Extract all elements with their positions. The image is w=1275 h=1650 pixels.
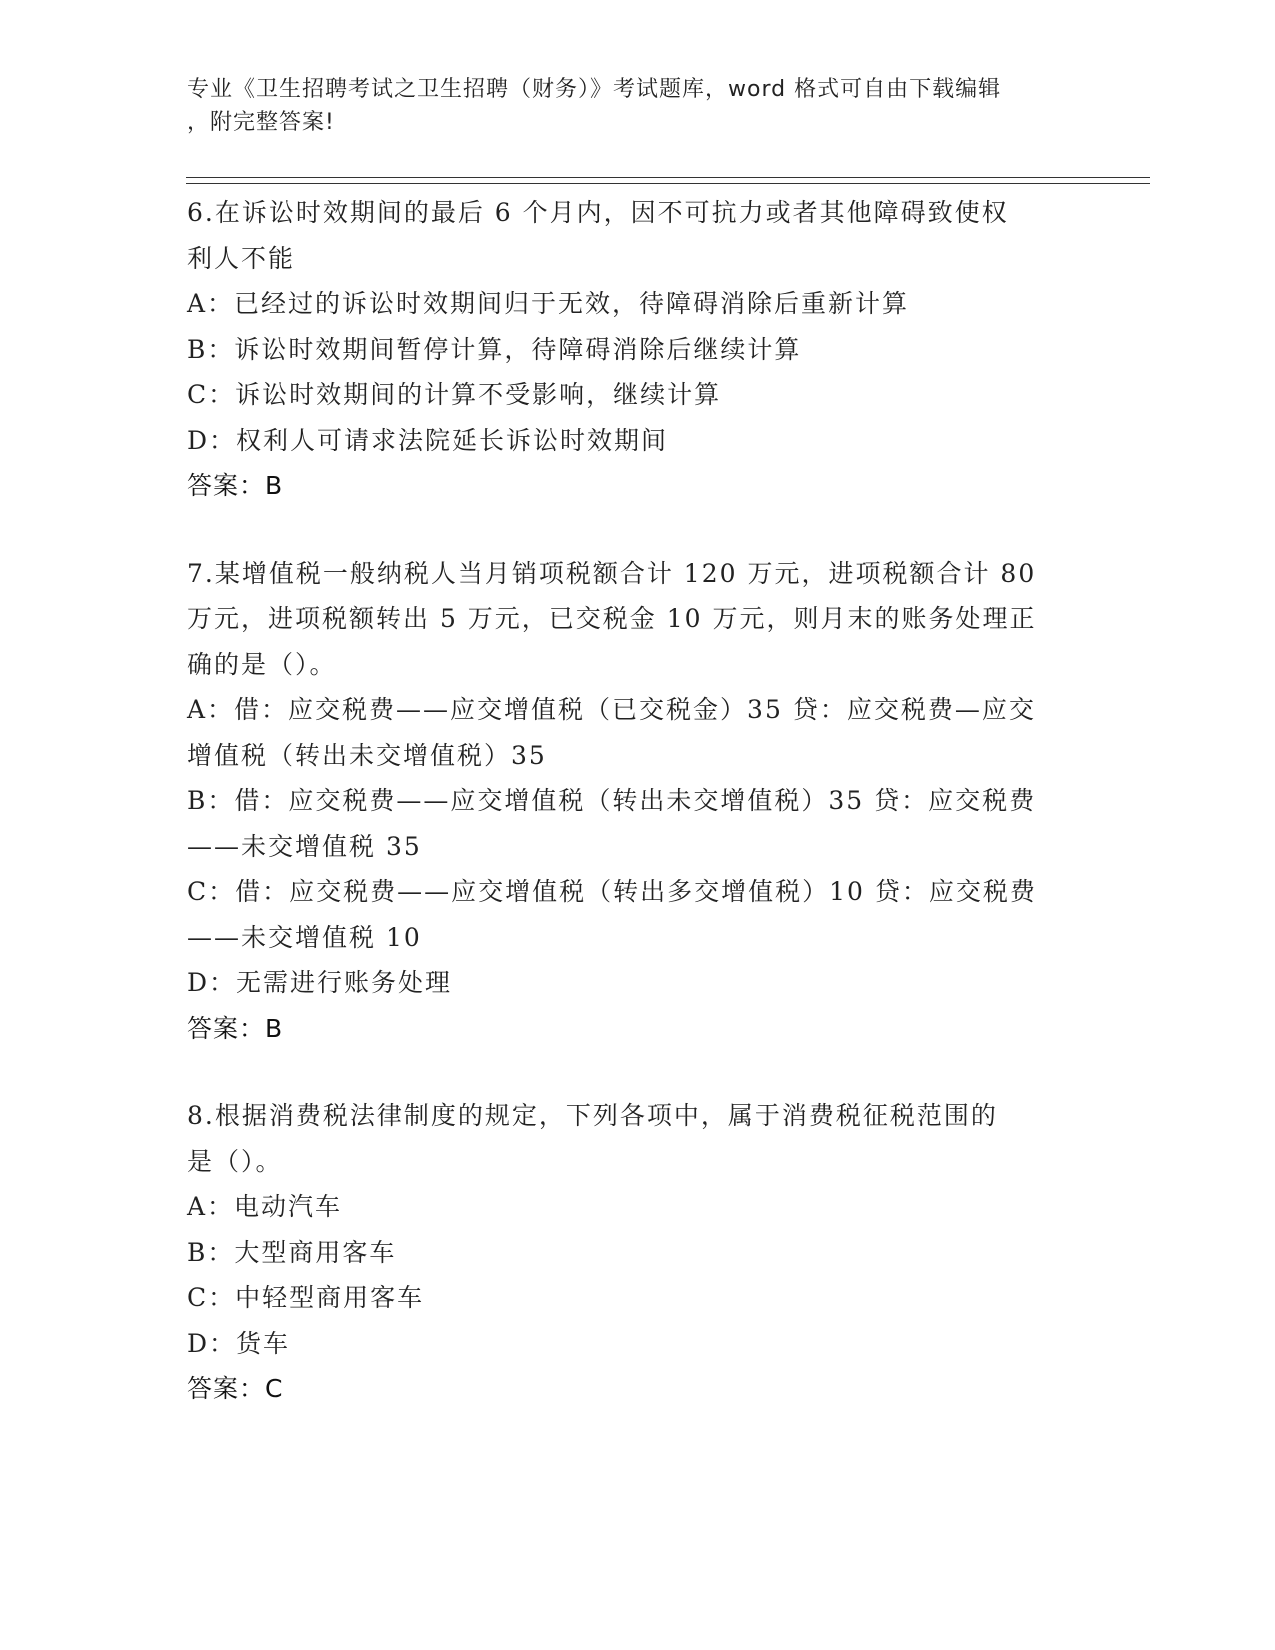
question-list [187, 190, 1087, 1454]
header-line-2: ，附完整答案! [187, 110, 335, 135]
option-b-continuation: ——未交增值税 35 [187, 831, 422, 861]
question-stem-line: 6.在诉讼时效期间的最后 6 个月内，因不可抗力或者其他障碍致使权 [187, 198, 1009, 227]
answer-line: 答案：B [187, 471, 284, 500]
option-a: A：电动汽车 [187, 1192, 343, 1221]
question-stem-line: 万元，进项税额转出 5 万元，已交税金 10 万元，则月末的账务处理正 [187, 604, 1037, 633]
question-stem-line: 7.某增值税一般纳税人当月销项税额合计 120 万元，进项税额合计 80 [187, 558, 1037, 588]
option-a-continuation: 增值税（转出未交增值税）35 [187, 740, 547, 770]
option-a: A：借：应交税费——应交增值税（已交税金）35 贷：应交税费—应交 [187, 695, 1036, 724]
option-c: C：诉讼时效期间的计算不受影响，继续计算 [187, 380, 722, 409]
option-c: C：中轻型商用客车 [187, 1283, 425, 1312]
question-stem-line: 8.根据消费税法律制度的规定，下列各项中，属于消费税征税范围的 [187, 1101, 998, 1130]
answer-line: 答案：B [187, 1013, 284, 1043]
option-d: D：货车 [187, 1328, 291, 1358]
document-header [187, 73, 1087, 139]
header-divider-top [186, 177, 1150, 178]
option-b: B：大型商用客车 [187, 1237, 397, 1267]
question-6 [187, 190, 1087, 509]
question-stem-line: 确的是（）。 [187, 649, 337, 679]
option-d: D：无需进行账务处理 [187, 968, 453, 997]
question-7 [187, 551, 1087, 1052]
option-b: B：诉讼时效期间暂停计算，待障碍消除后继续计算 [187, 334, 802, 364]
answer-line: 答案：C [187, 1374, 284, 1403]
option-c: C：借：应交税费——应交增值税（转出多交增值税）10 贷：应交税费 [187, 877, 1037, 906]
header-divider-bottom [186, 183, 1150, 184]
option-c-continuation: ——未交增值税 10 [187, 922, 422, 952]
option-b: B：借：应交税费——应交增值税（转出未交增值税）35 贷：应交税费 [187, 786, 1037, 815]
question-stem-line: 是（）。 [187, 1146, 283, 1176]
option-d: D：权利人可请求法院延长诉讼时效期间 [187, 425, 669, 455]
question-8 [187, 1093, 1087, 1412]
header-line-1: 专业《卫生招聘考试之卫生招聘（财务）》考试题库，word 格式可自由下载编辑 [187, 77, 1002, 102]
option-a: A：已经过的诉讼时效期间归于无效，待障碍消除后重新计算 [187, 289, 910, 318]
question-stem-line: 利人不能 [187, 243, 296, 273]
